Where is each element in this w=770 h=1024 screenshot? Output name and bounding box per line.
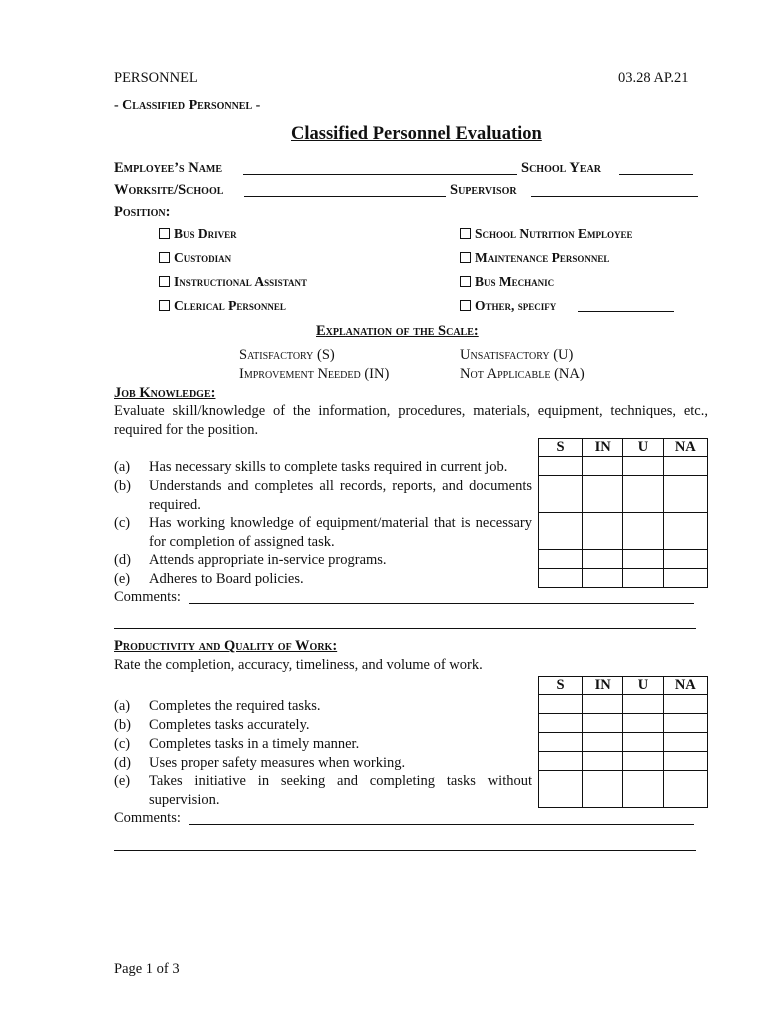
supervisor-label: Supervisor <box>450 182 517 198</box>
checkbox-icon[interactable] <box>159 252 170 263</box>
rating-cell[interactable] <box>583 457 623 476</box>
rating-cell[interactable] <box>539 733 583 752</box>
list-item: (e) Takes initiative in seeking and completing tasks without supervision. <box>114 773 532 808</box>
comments-field-line-2[interactable] <box>114 628 696 629</box>
section-heading-job-knowledge: Job Knowledge: <box>114 385 216 401</box>
list-item: (e) Adheres to Board policies. <box>114 571 304 587</box>
rating-header-u: U <box>623 439 663 457</box>
rating-cell[interactable] <box>583 476 623 513</box>
list-item: (b) Completes tasks accurately. <box>114 717 310 733</box>
scale-heading: Explanation of the Scale: <box>316 323 479 339</box>
position-option-custodian[interactable]: Custodian <box>159 250 231 266</box>
comments-field-line-2[interactable] <box>114 850 696 851</box>
rating-cell[interactable] <box>583 513 623 550</box>
list-item: (c) Has working knowledge of equipment/material that is necessary for completion of assigned task. <box>114 515 532 550</box>
rating-cell[interactable] <box>539 695 583 714</box>
employee-name-label: Employee’s Name <box>114 160 223 176</box>
comments-field[interactable] <box>189 824 694 825</box>
comments-label: Comments: <box>114 810 181 826</box>
rating-header-in: IN <box>583 677 623 695</box>
rating-cell[interactable] <box>623 733 663 752</box>
rating-cell[interactable] <box>539 714 583 733</box>
position-option-maintenance[interactable]: Maintenance Personnel <box>460 250 609 266</box>
rating-cell[interactable] <box>663 733 707 752</box>
rating-cell[interactable] <box>539 569 583 588</box>
section-subtitle: - Classified Personnel - <box>114 98 261 113</box>
checkbox-icon[interactable] <box>460 276 471 287</box>
position-label: Position: <box>114 204 171 220</box>
scale-not-applicable: Not Applicable (NA) <box>460 366 585 382</box>
rating-cell[interactable] <box>663 695 707 714</box>
list-item: (a) Completes the required tasks. <box>114 698 321 714</box>
rating-header-s: S <box>539 439 583 457</box>
other-specify-field[interactable] <box>578 311 674 312</box>
rating-cell[interactable] <box>583 550 623 569</box>
page-title: Classified Personnel Evaluation <box>291 124 542 144</box>
list-item: (d) Attends appropriate in-service programs. <box>114 552 387 568</box>
rating-grid <box>538 676 708 808</box>
rating-cell[interactable] <box>583 569 623 588</box>
rating-cell[interactable] <box>539 476 583 513</box>
rating-cell[interactable] <box>539 771 583 808</box>
rating-cell[interactable] <box>583 771 623 808</box>
scale-satisfactory: Satisfactory (S) <box>239 347 335 363</box>
checkbox-icon[interactable] <box>460 252 471 263</box>
worksite-label: Worksite/School <box>114 182 224 198</box>
section-description: Rate the completion, accuracy, timeliness, and volume of work. <box>114 657 483 673</box>
rating-cell[interactable] <box>663 476 707 513</box>
list-item: (d) Uses proper safety measures when working. <box>114 755 406 771</box>
comments-label: Comments: <box>114 589 181 605</box>
rating-cell[interactable] <box>623 752 663 771</box>
rating-cell[interactable] <box>623 457 663 476</box>
checkbox-icon[interactable] <box>159 228 170 239</box>
employee-name-field[interactable] <box>243 174 517 175</box>
rating-cell[interactable] <box>539 513 583 550</box>
rating-cell[interactable] <box>623 513 663 550</box>
rating-cell[interactable] <box>583 714 623 733</box>
rating-cell[interactable] <box>663 569 707 588</box>
rating-cell[interactable] <box>623 550 663 569</box>
rating-grid <box>538 438 708 588</box>
checkbox-icon[interactable] <box>460 300 471 311</box>
position-option-bus-driver[interactable]: Bus Driver <box>159 226 237 242</box>
rating-cell[interactable] <box>663 752 707 771</box>
rating-cell[interactable] <box>623 569 663 588</box>
rating-header-s: S <box>539 677 583 695</box>
position-option-other[interactable]: Other, specify <box>460 298 556 314</box>
policy-number: 03.28 AP.21 <box>618 70 689 86</box>
supervisor-field[interactable] <box>531 196 698 197</box>
rating-cell[interactable] <box>623 714 663 733</box>
rating-cell[interactable] <box>663 714 707 733</box>
school-year-label: School Year <box>521 160 601 176</box>
rating-cell[interactable] <box>583 733 623 752</box>
doc-series: PERSONNEL <box>114 70 198 86</box>
rating-cell[interactable] <box>623 695 663 714</box>
position-option-clerical-personnel[interactable]: Clerical Personnel <box>159 298 286 314</box>
rating-cell[interactable] <box>539 550 583 569</box>
rating-header-na: NA <box>663 439 707 457</box>
rating-cell[interactable] <box>623 476 663 513</box>
rating-header-na: NA <box>663 677 707 695</box>
worksite-field[interactable] <box>244 196 446 197</box>
list-item: (c) Completes tasks in a timely manner. <box>114 736 360 752</box>
rating-header-u: U <box>623 677 663 695</box>
scale-unsatisfactory: Unsatisfactory (U) <box>460 347 574 363</box>
list-item: (a) Has necessary skills to complete tasks required in current job. <box>114 459 508 475</box>
position-option-instructional-assistant[interactable]: Instructional Assistant <box>159 274 307 290</box>
rating-cell[interactable] <box>539 752 583 771</box>
rating-cell[interactable] <box>663 457 707 476</box>
school-year-field[interactable] <box>619 174 693 175</box>
rating-cell[interactable] <box>583 752 623 771</box>
rating-cell[interactable] <box>623 771 663 808</box>
rating-cell[interactable] <box>663 771 707 808</box>
rating-header-in: IN <box>583 439 623 457</box>
rating-cell[interactable] <box>663 550 707 569</box>
rating-cell[interactable] <box>583 695 623 714</box>
scale-improvement: Improvement Needed (IN) <box>239 366 390 382</box>
checkbox-icon[interactable] <box>460 228 471 239</box>
position-option-bus-mechanic[interactable]: Bus Mechanic <box>460 274 554 290</box>
list-item: (b) Understands and completes all records, reports, and documents required. <box>114 478 532 513</box>
page-number: Page 1 of 3 <box>114 961 180 977</box>
position-option-school-nutrition[interactable]: School Nutrition Employee <box>460 226 633 242</box>
section-heading-productivity: Productivity and Quality of Work: <box>114 638 338 654</box>
checkbox-icon[interactable] <box>159 300 170 311</box>
comments-field[interactable] <box>189 603 694 604</box>
checkbox-icon[interactable] <box>159 276 170 287</box>
rating-cell[interactable] <box>663 513 707 550</box>
section-description: Evaluate skill/knowledge of the information, procedures, materials, equipment, techniques, etc., required for the position. <box>114 403 708 438</box>
rating-cell[interactable] <box>539 457 583 476</box>
